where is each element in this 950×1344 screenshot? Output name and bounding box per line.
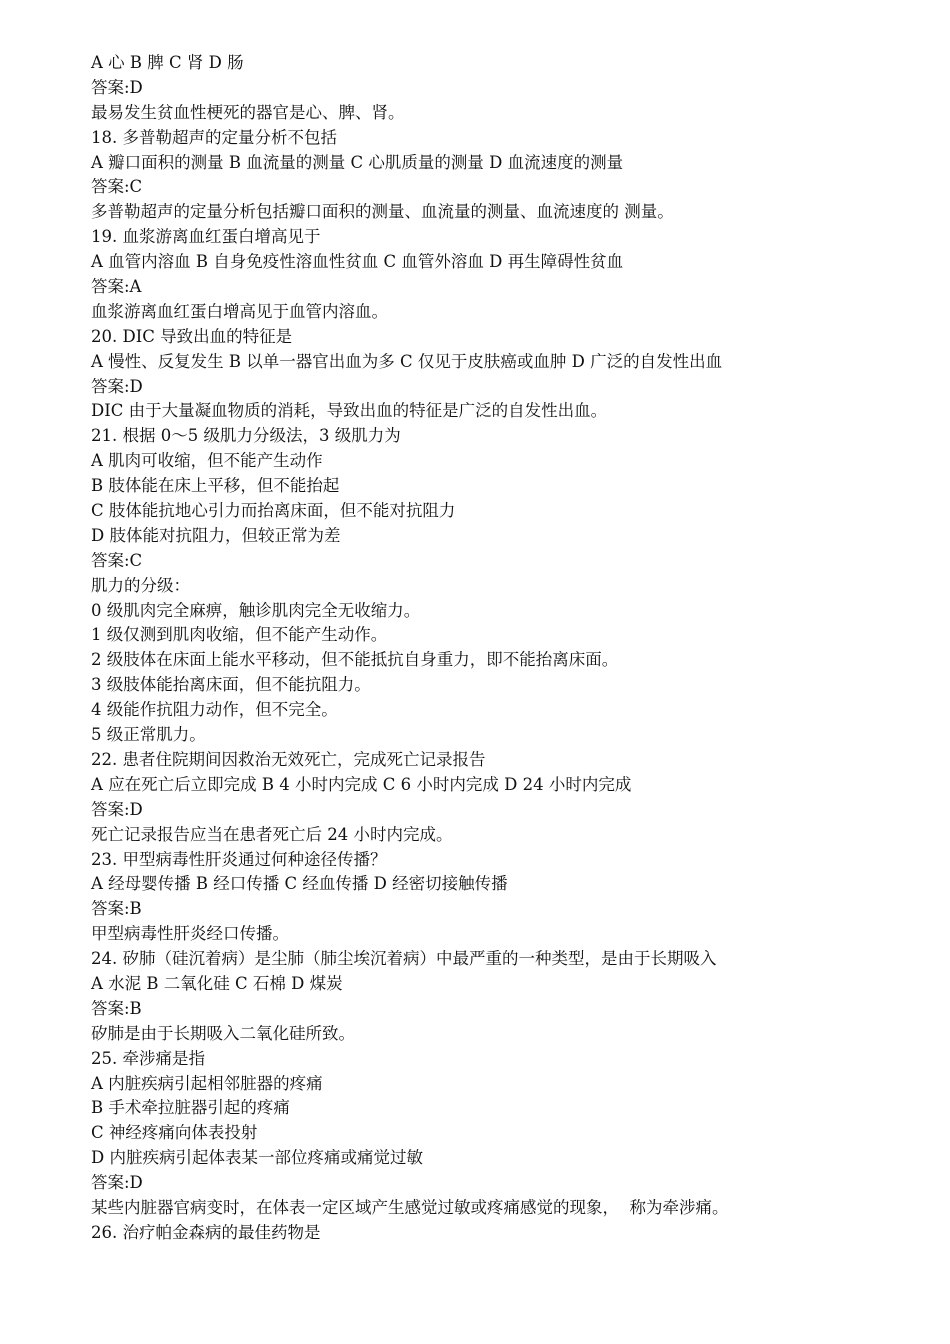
text-line: 18. 多普勒超声的定量分析不包括 <box>91 127 337 147</box>
text-line: 19. 血浆游离血红蛋白增高见于 <box>91 227 321 247</box>
text-line: 答案:D <box>91 1173 143 1193</box>
text-line: A 血管内溶血 B 自身免疫性溶血性贫血 C 血管外溶血 D 再生障碍性贫血 <box>91 252 624 272</box>
text-line: A 肌肉可收缩，但不能产生动作 <box>91 451 323 471</box>
text-line: C 神经疼痛向体表投射 <box>91 1123 258 1143</box>
document-body <box>91 51 931 1246</box>
text-line: 肌力的分级： <box>91 575 190 595</box>
text-line: 血浆游离血红蛋白增高见于血管内溶血。 <box>91 301 388 321</box>
text-line: A 瓣口面积的测量 B 血流量的测量 C 心肌质量的测量 D 血流速度的测量 <box>91 152 624 172</box>
text-line: 20. DIC 导致出血的特征是 <box>91 326 293 346</box>
text-line: 某些内脏器官病变时，在体表一定区域产生感觉过敏或疼痛感觉的现象， 称为牵涉痛。 <box>91 1197 729 1217</box>
text-line: A 内脏疾病引起相邻脏器的疼痛 <box>91 1073 323 1093</box>
text-line: B 肢体能在床上平移，但不能抬起 <box>91 476 340 496</box>
text-line: 矽肺是由于长期吸入二氧化硅所致。 <box>91 1023 355 1043</box>
text-line: 答案:D <box>91 799 143 819</box>
text-line: 23. 甲型病毒性肝炎通过何种途径传播？ <box>91 849 387 869</box>
text-line: 答案:A <box>91 277 142 297</box>
text-line: 3 级肢体能抬离床面，但不能抗阻力。 <box>91 675 371 695</box>
text-line: A 应在死亡后立即完成 B 4 小时内完成 C 6 小时内完成 D 24 小时内完成 <box>91 774 632 794</box>
text-line: 最易发生贫血性梗死的器官是心、脾、肾。 <box>91 102 405 122</box>
text-line: C 肢体能抗地心引力而抬离床面，但不能对抗阻力 <box>91 501 456 521</box>
text-line: 多普勒超声的定量分析包括瓣口面积的测量、血流量的测量、血流速度的 测量。 <box>91 202 674 222</box>
text-line: 21. 根据 0～5 级肌力分级法，3 级肌力为 <box>91 426 401 446</box>
text-line: 22. 患者住院期间因救治无效死亡，完成死亡记录报告 <box>91 749 486 769</box>
text-line: 答案:B <box>91 998 142 1018</box>
text-line: A 心 B 脾 C 肾 D 肠 <box>91 53 244 72</box>
text-line: 答案:B <box>91 899 142 919</box>
text-line: 24. 矽肺（硅沉着病）是尘肺（肺尘埃沉着病）中最严重的一种类型，是由于长期吸入 <box>91 949 717 969</box>
text-line: B 手术牵拉脏器引起的疼痛 <box>91 1098 290 1118</box>
text-line: DIC 由于大量凝血物质的消耗，导致出血的特征是广泛的自发性出血。 <box>91 401 608 421</box>
text-line: 甲型病毒性肝炎经口传播。 <box>91 924 289 944</box>
text-line: 0 级肌肉完全麻痹，触诊肌肉完全无收缩力。 <box>91 600 421 620</box>
text-line: 25. 牵涉痛是指 <box>91 1048 205 1068</box>
text-line: 答案:D <box>91 376 143 396</box>
text-line: 2 级肢体在床面上能水平移动，但不能抵抗自身重力，即不能抬离床面。 <box>91 650 619 670</box>
text-line: D 内脏疾病引起体表某一部位疼痛或痛觉过敏 <box>91 1148 423 1168</box>
text-line: 26. 治疗帕金森病的最佳药物是 <box>91 1222 321 1242</box>
text-line: 5 级正常肌力。 <box>91 725 206 745</box>
text-line: 1 级仅测到肌肉收缩，但不能产生动作。 <box>91 625 388 645</box>
text-line: A 慢性、反复发生 B 以单一器官出血为多 C 仅见于皮肤癌或血肿 D 广泛的自发性出血 <box>91 351 723 371</box>
text-line: 答案:C <box>91 177 143 197</box>
text-line: 死亡记录报告应当在患者死亡后 24 小时内完成。 <box>91 824 453 844</box>
text-line: A 水泥 B 二氧化硅 C 石棉 D 煤炭 <box>91 973 343 993</box>
text-line: A 经母婴传播 B 经口传播 C 经血传播 D 经密切接触传播 <box>91 874 508 894</box>
text-line: 答案:C <box>91 550 143 570</box>
text-line: 答案:D <box>91 77 143 97</box>
text-line: 4 级能作抗阻力动作，但不完全。 <box>91 700 338 720</box>
text-line: D 肢体能对抗阻力，但较正常为差 <box>91 525 341 545</box>
